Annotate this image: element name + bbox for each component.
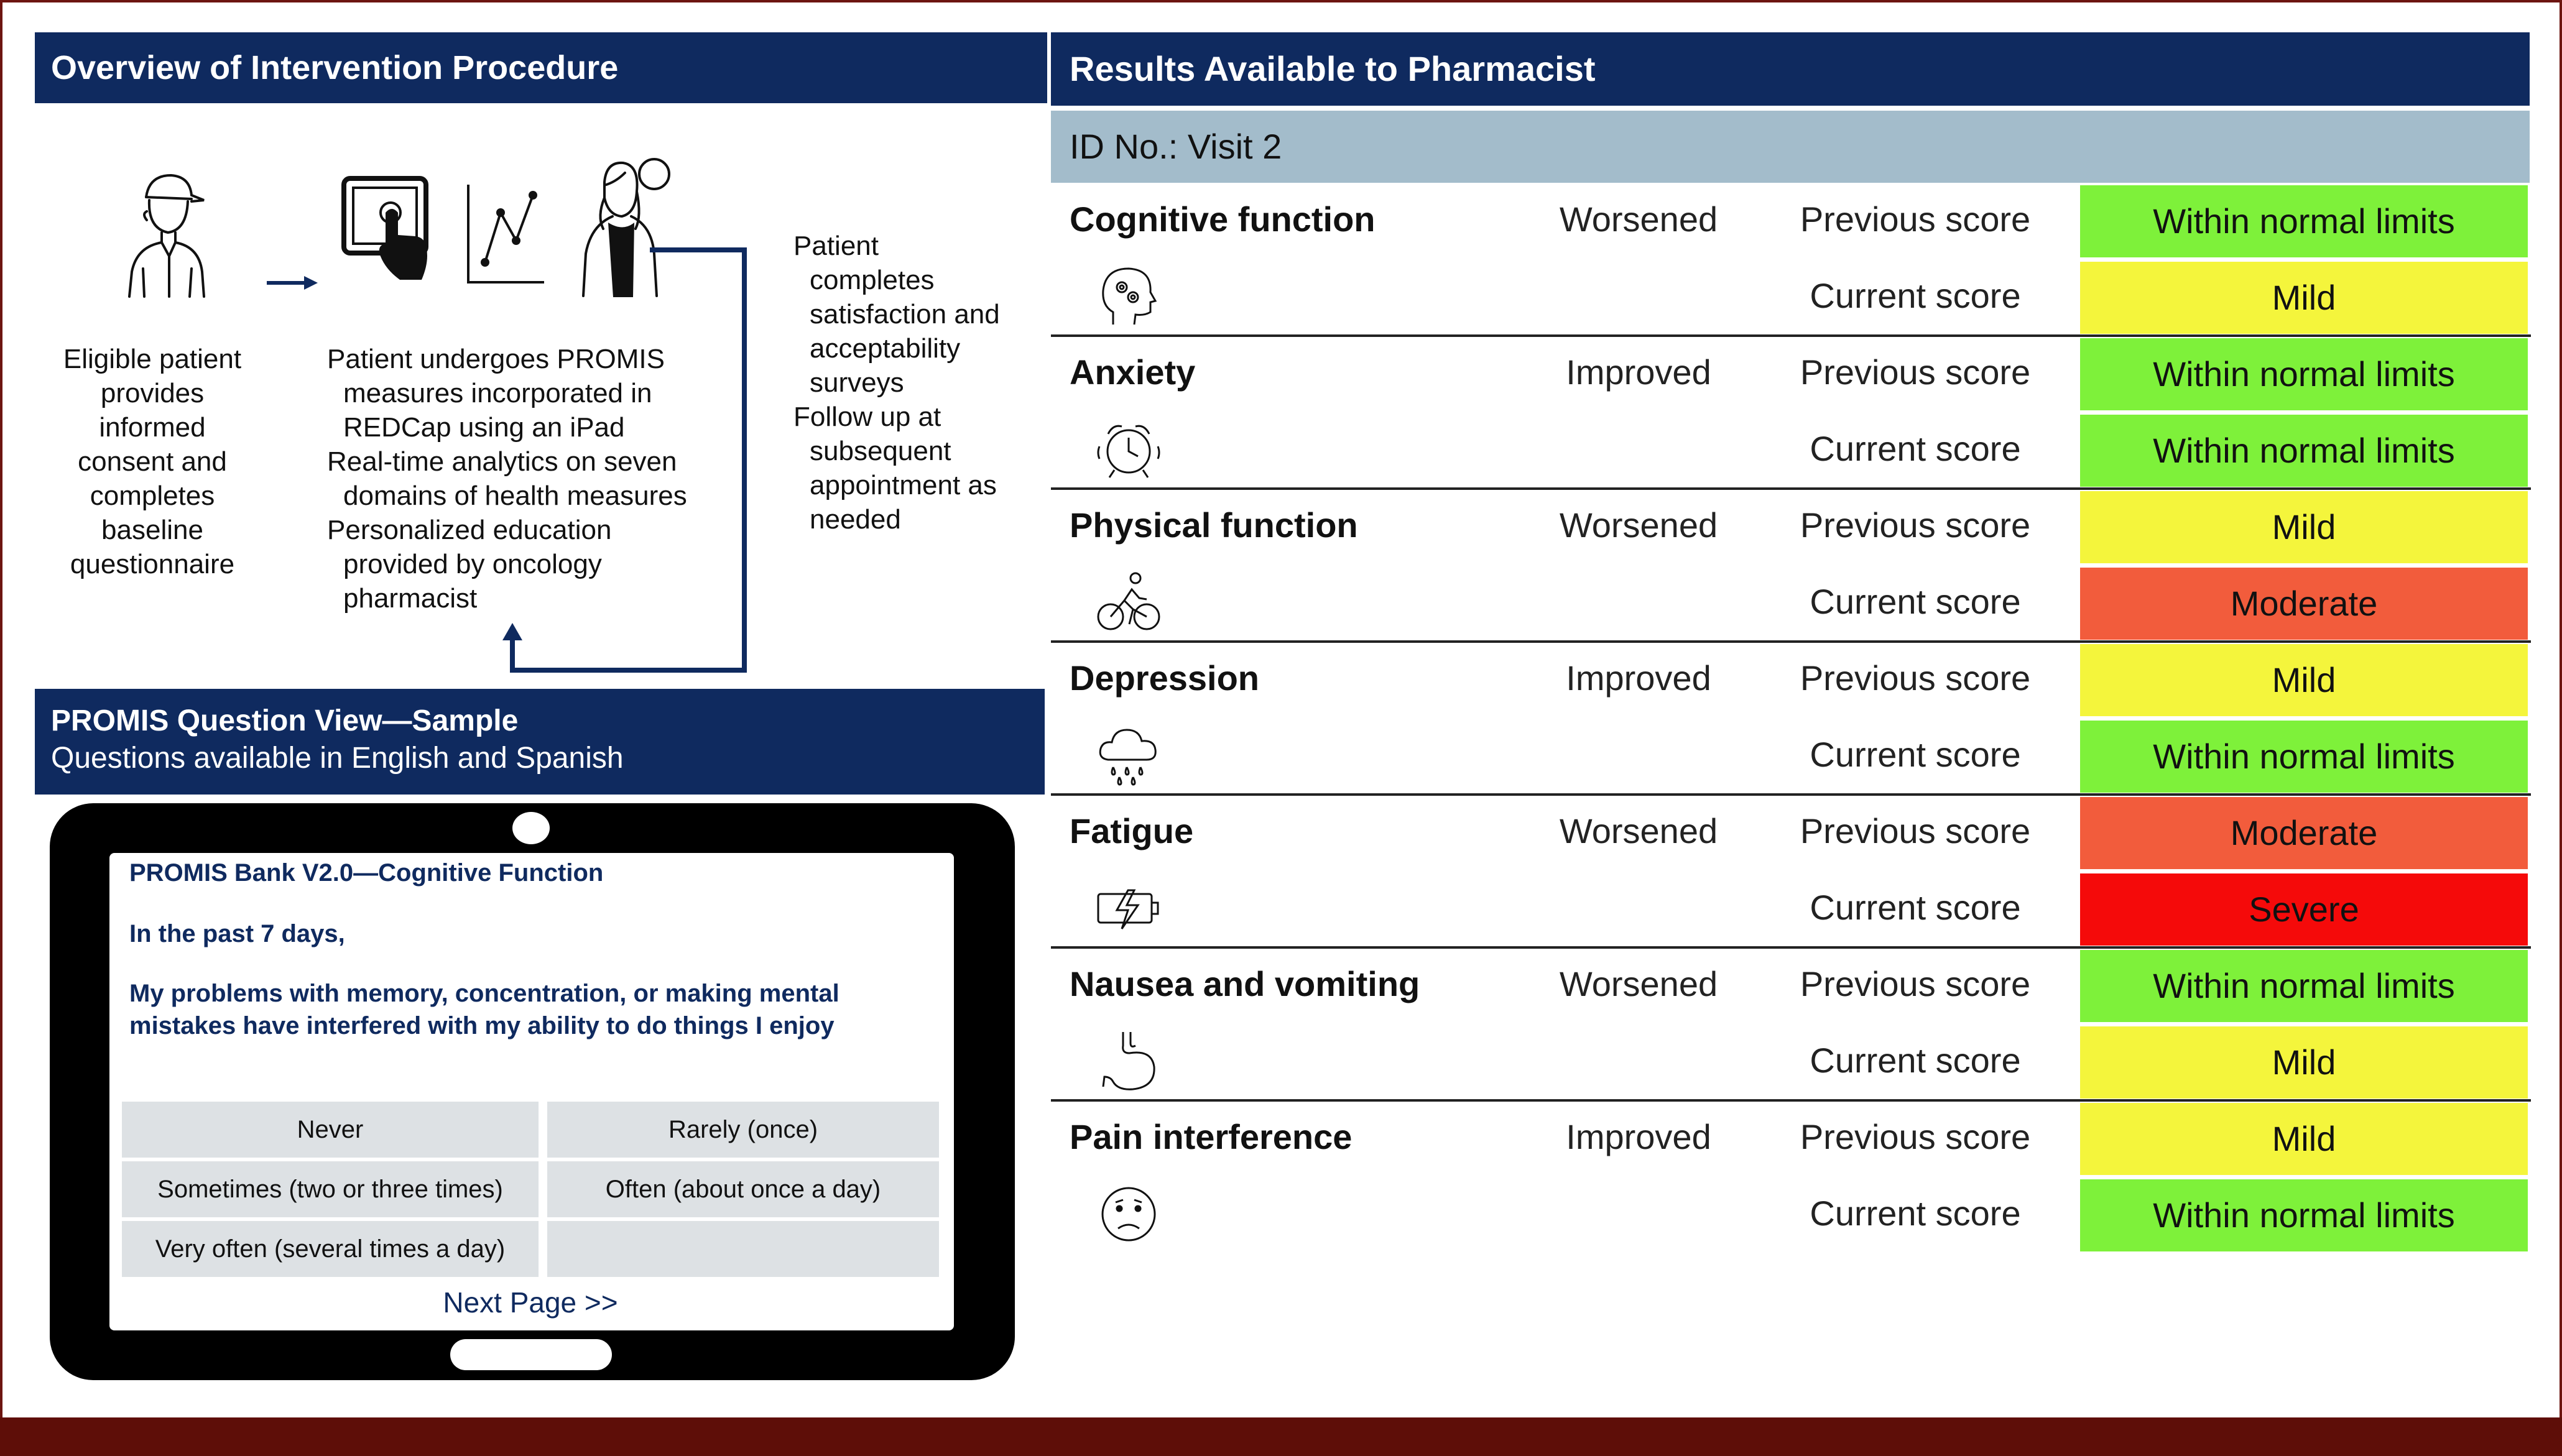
step-line: surveys <box>810 367 904 398</box>
step-line: REDCap using an iPad <box>343 412 625 443</box>
overview-header <box>35 32 1047 103</box>
step2-text <box>327 342 750 615</box>
step-line: needed <box>810 504 901 535</box>
previous-score-label: Previous score <box>1800 658 2031 698</box>
domain-name: Physical function <box>1070 505 1358 545</box>
previous-score-label: Previous score <box>1800 505 2031 545</box>
promis-title: PROMIS Question View—Sample <box>51 704 519 737</box>
previous-score-value: Within normal limits <box>2080 185 2528 257</box>
previous-score-value: Within normal limits <box>2080 950 2528 1022</box>
answer-option-often[interactable]: Often (about once a day) <box>547 1161 939 1217</box>
alarm-clock-icon <box>1094 415 1163 484</box>
step-line: consent and <box>78 446 227 477</box>
change-status: Worsened <box>1559 200 1718 239</box>
step-line: subsequent <box>810 436 951 466</box>
row-divider <box>1051 334 2531 337</box>
step-line: completes <box>90 481 215 511</box>
current-score-label: Current score <box>1810 582 2021 621</box>
step-line: questionnaire <box>70 549 235 579</box>
overview-title: Overview of Intervention Procedure <box>51 49 619 86</box>
previous-score-value: Within normal limits <box>2080 338 2528 410</box>
results-title: Results Available to Pharmacist <box>1070 49 1596 88</box>
current-score-value: Moderate <box>2080 568 2528 640</box>
step-line: domains of health measures <box>343 481 687 511</box>
question-timeframe: In the past 7 days, <box>129 920 345 947</box>
change-status: Improved <box>1566 658 1711 698</box>
previous-score-value: Moderate <box>2080 797 2528 869</box>
step-line: Personalized education <box>327 515 612 545</box>
patient-icon <box>118 163 211 300</box>
bottom-bar <box>0 1417 2562 1456</box>
previous-score-value: Mild <box>2080 491 2528 563</box>
current-score-label: Current score <box>1810 1041 2021 1080</box>
low-battery-icon <box>1094 874 1163 942</box>
row-divider <box>1051 1099 2531 1102</box>
answer-option-sometimes[interactable]: Sometimes (two or three times) <box>122 1161 539 1217</box>
change-status: Improved <box>1566 1117 1711 1156</box>
previous-score-label: Previous score <box>1800 352 2031 392</box>
row-divider <box>1051 946 2531 949</box>
step-line: informed <box>99 412 206 443</box>
step3-text <box>793 229 1048 537</box>
current-score-value: Within normal limits <box>2080 721 2528 793</box>
step-line: Follow up at <box>793 402 941 432</box>
step-line: acceptability <box>810 333 961 364</box>
previous-score-value: Mild <box>2080 644 2528 716</box>
step1-text <box>37 342 267 581</box>
current-score-value: Within normal limits <box>2080 1179 2528 1251</box>
row-divider <box>1051 640 2531 643</box>
change-status: Worsened <box>1559 811 1718 850</box>
domain-name: Pain interference <box>1070 1117 1353 1156</box>
change-status: Worsened <box>1559 964 1718 1003</box>
results-header <box>1051 32 2530 106</box>
current-score-label: Current score <box>1810 735 2021 774</box>
previous-score-value: Mild <box>2080 1103 2528 1175</box>
step-line: Patient <box>793 231 879 261</box>
id-bar <box>1051 111 2530 183</box>
answer-option-very-often[interactable]: Very often (several times a day) <box>122 1221 539 1277</box>
current-score-value: Mild <box>2080 1026 2528 1099</box>
step-line: baseline <box>101 515 203 545</box>
step-line: measures incorporated in <box>343 378 652 408</box>
row-divider <box>1051 793 2531 796</box>
change-status: Worsened <box>1559 505 1718 545</box>
step-line: Eligible patient <box>63 344 242 374</box>
flow-arrow-icon <box>264 274 320 292</box>
step-line: satisfaction and <box>810 299 1000 329</box>
previous-score-label: Previous score <box>1800 964 2031 1003</box>
current-score-label: Current score <box>1810 276 2021 315</box>
previous-score-label: Previous score <box>1800 200 2031 239</box>
current-score-value: Within normal limits <box>2080 415 2528 487</box>
stomach-icon <box>1094 1027 1163 1095</box>
current-score-label: Current score <box>1810 429 2021 468</box>
row-divider <box>1051 487 2531 490</box>
step-line: completes <box>810 265 935 295</box>
rain-cloud-icon <box>1094 721 1163 790</box>
domain-name: Nausea and vomiting <box>1070 964 1420 1003</box>
question-text-line2: mistakes have interfered with my ability to do things I enjoy <box>129 1012 835 1039</box>
step-line: provides <box>100 378 205 408</box>
promis-header <box>35 689 1045 795</box>
promis-subtitle: Questions available in English and Spanish <box>51 742 624 775</box>
step-line: provided by oncology <box>343 549 602 579</box>
tablet-camera <box>512 812 550 844</box>
step-line: pharmacist <box>343 583 478 614</box>
tablet-home-button[interactable] <box>450 1339 612 1370</box>
domain-name: Fatigue <box>1070 811 1194 850</box>
previous-score-label: Previous score <box>1800 811 2031 850</box>
domain-name: Anxiety <box>1070 352 1196 392</box>
sad-face-icon <box>1094 1180 1163 1248</box>
previous-score-label: Previous score <box>1800 1117 2031 1156</box>
answer-option-empty <box>547 1221 939 1277</box>
current-score-label: Current score <box>1810 888 2021 927</box>
current-score-value: Severe <box>2080 873 2528 946</box>
answer-option-never[interactable]: Never <box>122 1102 539 1158</box>
current-score-label: Current score <box>1810 1194 2021 1233</box>
step-line: appointment as <box>810 470 997 500</box>
domain-name: Depression <box>1070 658 1259 698</box>
answer-option-rarely[interactable]: Rarely (once) <box>547 1102 939 1158</box>
domain-name: Cognitive function <box>1070 200 1376 239</box>
next-page-link[interactable]: Next Page >> <box>443 1286 618 1319</box>
current-score-value: Mild <box>2080 262 2528 334</box>
brain-gears-icon <box>1094 262 1163 331</box>
question-text-line1: My problems with memory, concentration, or making mental <box>129 980 839 1007</box>
id-label: ID No.: Visit 2 <box>1070 127 1282 166</box>
step-line: Patient undergoes PROMIS <box>327 344 665 374</box>
change-status: Improved <box>1566 352 1711 392</box>
tablet-touch-icon <box>341 175 434 284</box>
cyclist-icon <box>1094 568 1163 637</box>
step-line: Real-time analytics on seven <box>327 446 677 477</box>
question-bank-title: PROMIS Bank V2.0—Cognitive Function <box>129 859 604 887</box>
